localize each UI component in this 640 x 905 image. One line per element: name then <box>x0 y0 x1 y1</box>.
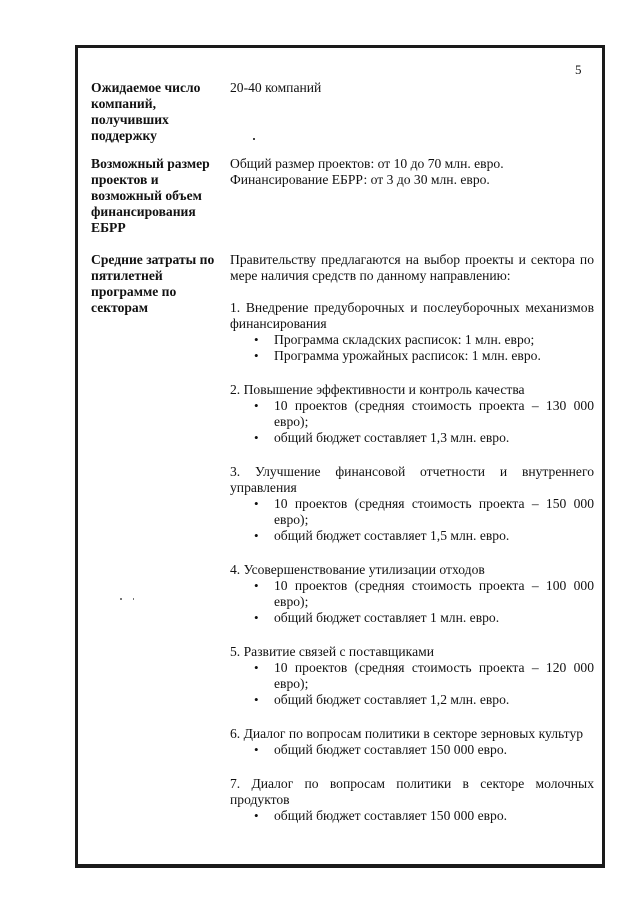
section-title: 2. Повышение эффективности и контроль качества <box>230 382 525 397</box>
list-item: • 10 проектов (средняя стоимость проекта – 120 000 евро); <box>254 660 594 692</box>
list-item: • Программа урожайных расписок: 1 млн. евро. <box>254 348 594 364</box>
list-item: • общий бюджет составляет 150 000 евро. <box>254 808 594 824</box>
project-size-line: Общий размер проектов: от 10 до 70 млн. евро. <box>230 156 504 171</box>
list-item: • общий бюджет составляет 150 000 евро. <box>254 742 594 758</box>
bullet-list <box>230 808 594 824</box>
section-5 <box>230 644 594 708</box>
bullet-list <box>230 332 594 364</box>
scan-speck <box>253 138 255 140</box>
list-item: • Программа складских расписок: 1 млн. евро; <box>254 332 594 348</box>
label-expected-companies: Ожидаемое число компаний, получивших поддержку <box>91 80 201 143</box>
section-3 <box>230 464 594 544</box>
list-item: • 10 проектов (средняя стоимость проекта – 130 000 евро); <box>254 398 594 430</box>
section-title: 6. Диалог по вопросам политики в секторе зерновых культур <box>230 726 584 741</box>
label-average-costs: Средние затраты по пятилетней программе по секторам <box>91 252 215 315</box>
bullet-list <box>230 742 594 758</box>
list-item: • общий бюджет составляет 1,3 млн. евро. <box>254 430 594 446</box>
section-title: 5. Развитие связей с поставщиками <box>230 644 434 659</box>
scan-speck <box>133 598 134 600</box>
bullet-list <box>230 398 594 446</box>
list-item: • 10 проектов (средняя стоимость проекта – 150 000 евро); <box>254 496 594 528</box>
section-title: 3. Улучшение финансовой отчетности и внутреннего управления <box>230 464 594 495</box>
section-7 <box>230 776 594 824</box>
list-item: • общий бюджет составляет 1 млн. евро. <box>254 610 594 626</box>
list-item: • 10 проектов (средняя стоимость проекта – 100 000 евро); <box>254 578 594 610</box>
section-2 <box>230 382 594 446</box>
section-title: 4. Усовершенствование утилизации отходов <box>230 562 485 577</box>
page-number: 5 <box>575 62 582 77</box>
value-project-size <box>230 156 594 188</box>
section-title: 1. Внедрение предуборочных и послеуборочных механизмов финансирования <box>230 300 594 331</box>
intro-paragraph: Правительству предлагаются на выбор проекты и сектора по мере наличия средств по данному направлению: <box>230 252 594 283</box>
label-project-size: Возможный размер проектов и возможный объем финансирования ЕБРР <box>91 156 210 235</box>
section-title: 7. Диалог по вопросам политики в секторе молочных продуктов <box>230 776 594 807</box>
average-costs-content <box>230 252 594 824</box>
bullet-list <box>230 496 594 544</box>
section-1 <box>230 300 594 364</box>
section-4 <box>230 562 594 626</box>
list-item: • общий бюджет составляет 1,2 млн. евро. <box>254 692 594 708</box>
scan-speck <box>120 598 122 600</box>
section-6 <box>230 726 594 758</box>
bullet-list <box>230 578 594 626</box>
list-item: • общий бюджет составляет 1,5 млн. евро. <box>254 528 594 544</box>
ebrd-financing-line: Финансирование ЕБРР: от 3 до 30 млн. евро. <box>230 172 490 187</box>
value-expected-companies: 20-40 компаний <box>230 80 322 95</box>
bullet-list <box>230 660 594 708</box>
